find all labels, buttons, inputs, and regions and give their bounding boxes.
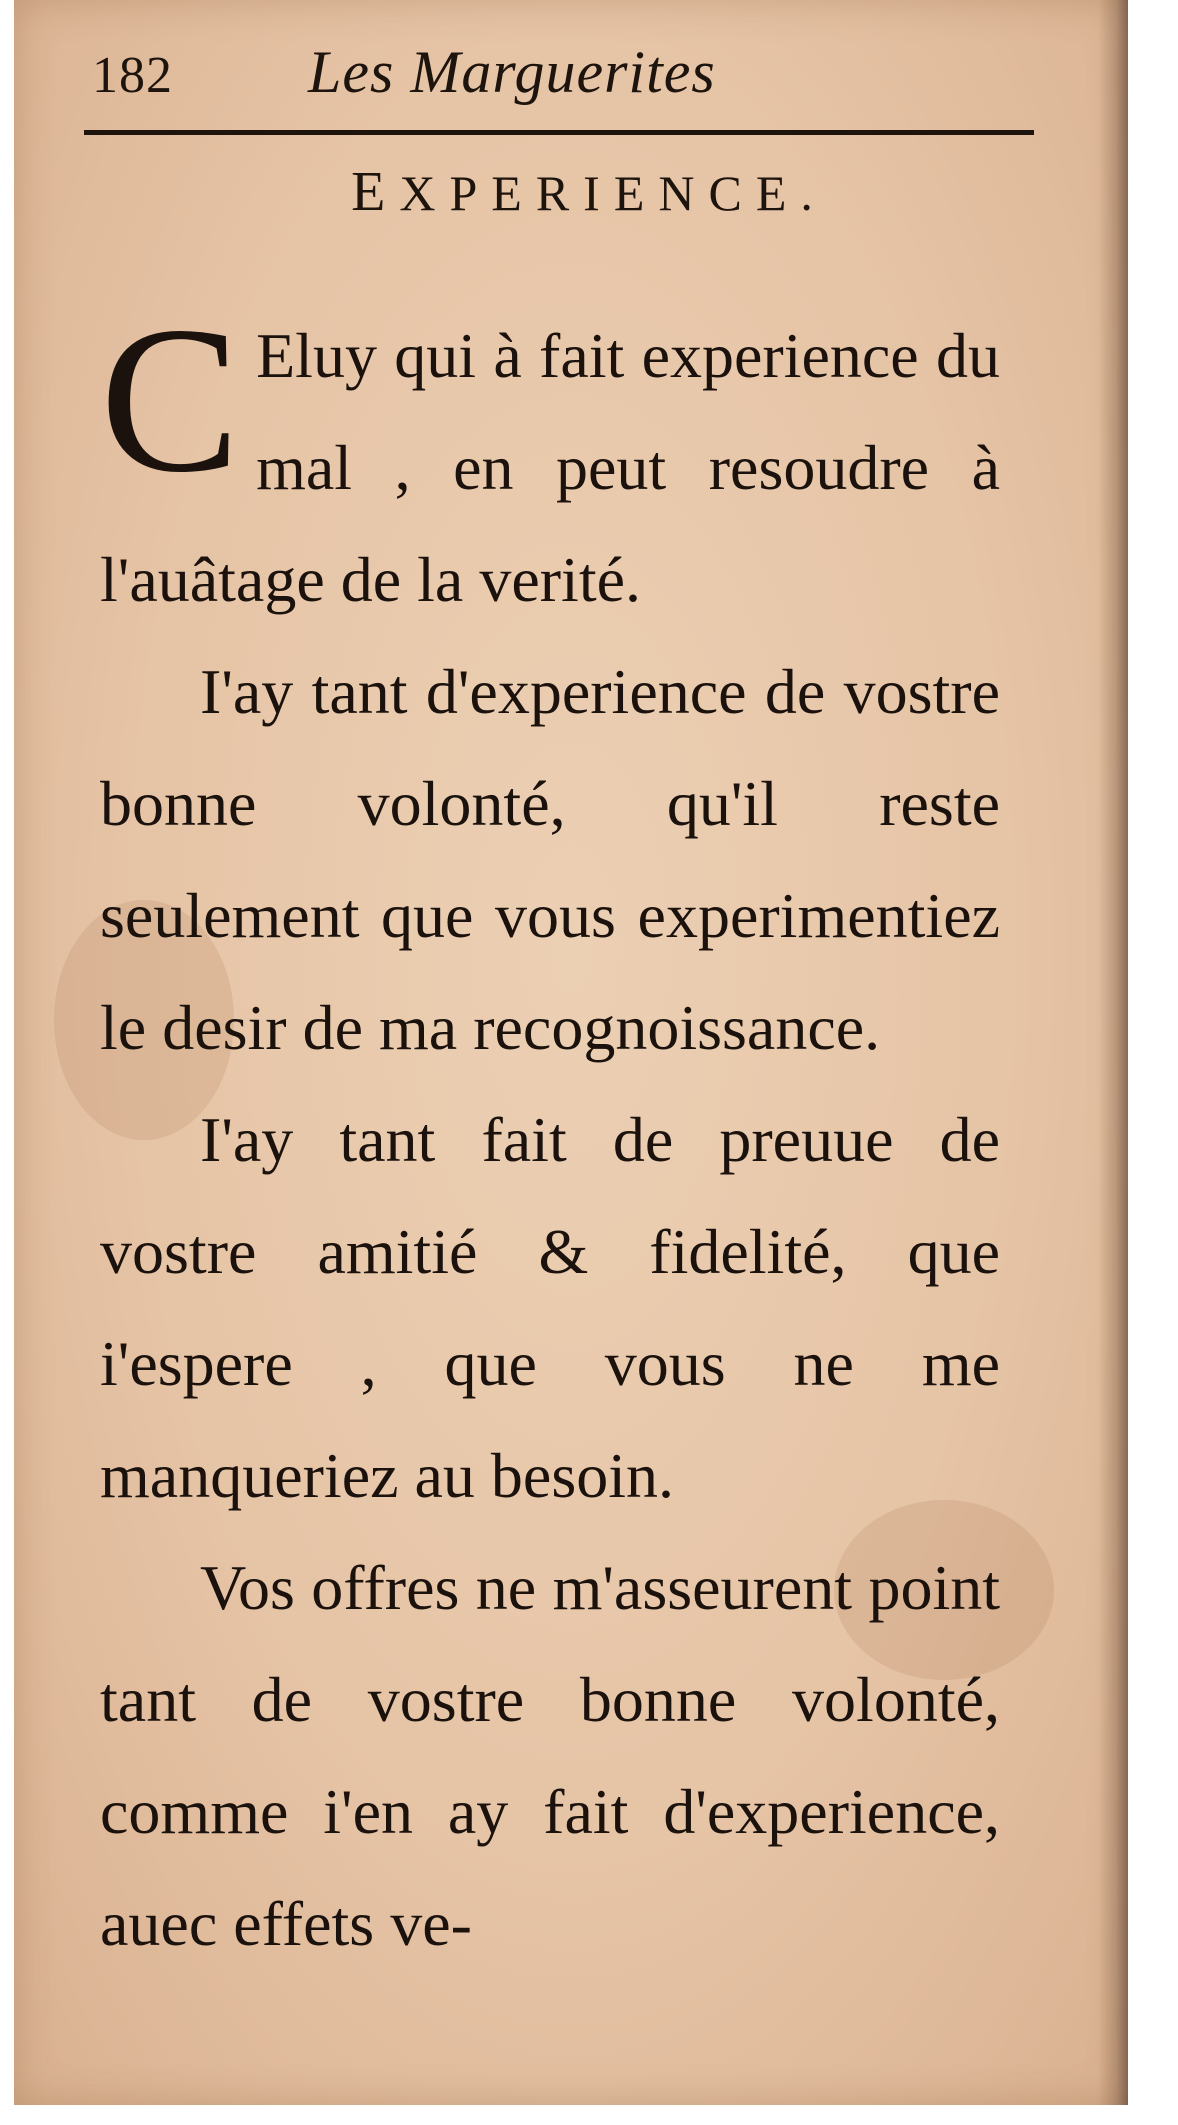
section-title-initial: E — [351, 161, 400, 223]
header-rule — [84, 130, 1034, 135]
paragraph — [100, 284, 1000, 636]
paragraph-text: Eluy qui à fait experience du mal , en peut resoudre à l'auâtage de la verité. — [100, 320, 1000, 615]
body-text — [100, 284, 1000, 1980]
running-title: Les Marguerites — [308, 39, 716, 105]
running-header — [78, 28, 1058, 108]
page-edge-shadow — [1098, 0, 1128, 2105]
paragraph: I'ay tant d'experience de vostre bonne volonté, qu'il reste seulement que vous experimentiez le desir de ma recognoissance. — [100, 656, 1000, 1063]
paragraph: I'ay tant fait de preuue de vostre amitié & fidelité, que i'espere , que vous ne me manqueriez au besoin. — [100, 1104, 1000, 1511]
page-number: 182 — [92, 47, 173, 104]
section-title — [0, 160, 1178, 224]
section-title-rest: XPERIENCE. — [399, 165, 827, 221]
drop-cap: C — [100, 284, 241, 516]
paragraph: Vos offres ne m'asseurent point tant de vostre bonne volonté, comme i'en ay fait d'experience, auec effets ve- — [100, 1552, 1000, 1959]
